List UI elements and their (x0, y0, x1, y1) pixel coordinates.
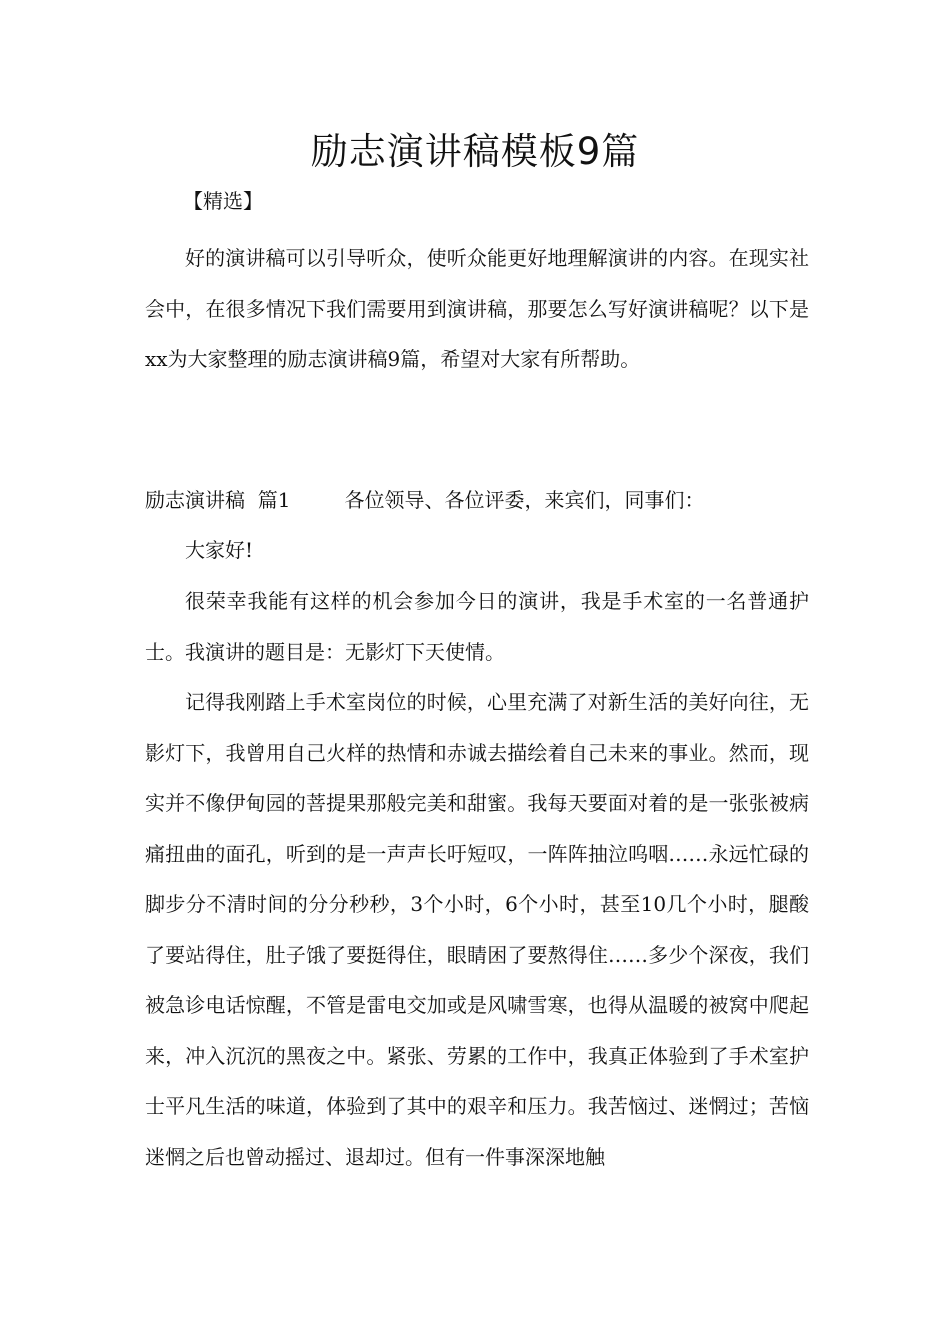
body-paragraph-1: 很荣幸我能有这样的机会参加今日的演讲，我是手术室的一名普通护士。我演讲的题目是：无影灯下天使情。 (145, 589, 809, 664)
greeting: 大家好! (185, 538, 254, 562)
intro-paragraph: 好的演讲稿可以引导听众，使听众能更好地理解演讲的内容。在现实社会中，在很多情况下我们需要用到演讲稿，那要怎么写好演讲稿呢？以下是xx为大家整理的励志演讲稿9篇，希望对大家有所帮助。 (145, 246, 809, 371)
section-heading-line (145, 475, 809, 526)
salutation: 各位领导、各位评委，来宾们，同事们： (344, 488, 705, 512)
document-title: 励志演讲稿模板9篇 (310, 130, 640, 173)
selection-tag: 【精选】 (183, 189, 263, 213)
section-heading: 励志演讲稿 篇1 (145, 488, 291, 512)
body-paragraph-2: 记得我刚踏上手术室岗位的时候，心里充满了对新生活的美好向往，无影灯下，我曾用自己火样的热情和赤诚去描绘着自己未来的事业。然而，现实并不像伊甸园的菩提果那般完美和甜蜜。我每天要面对着的是一张张被病痛扭曲的面孔，听到的是一声声长吁短叹，一阵阵抽泣呜咽……永远忙碌的脚步分不清时间的分分秒秒，3个小时，6个小时，甚至10几个小时，腿酸了要站得住，肚子饿了要挺得住，眼睛困了要熬得住……多少个深夜，我们被急诊电话惊醒，不管是雷电交加或是风啸雪寒，也得从温暖的被窝中爬起来，冲入沉沉的黑夜之中。紧张、劳累的工作中，我真正体验到了手术室护士平凡生活的味道，体验到了其中的艰辛和压力。我苦恼过、迷惘过；苦恼迷惘之后也曾动摇过、退却过。但有一件事深深地触 (145, 690, 809, 1169)
